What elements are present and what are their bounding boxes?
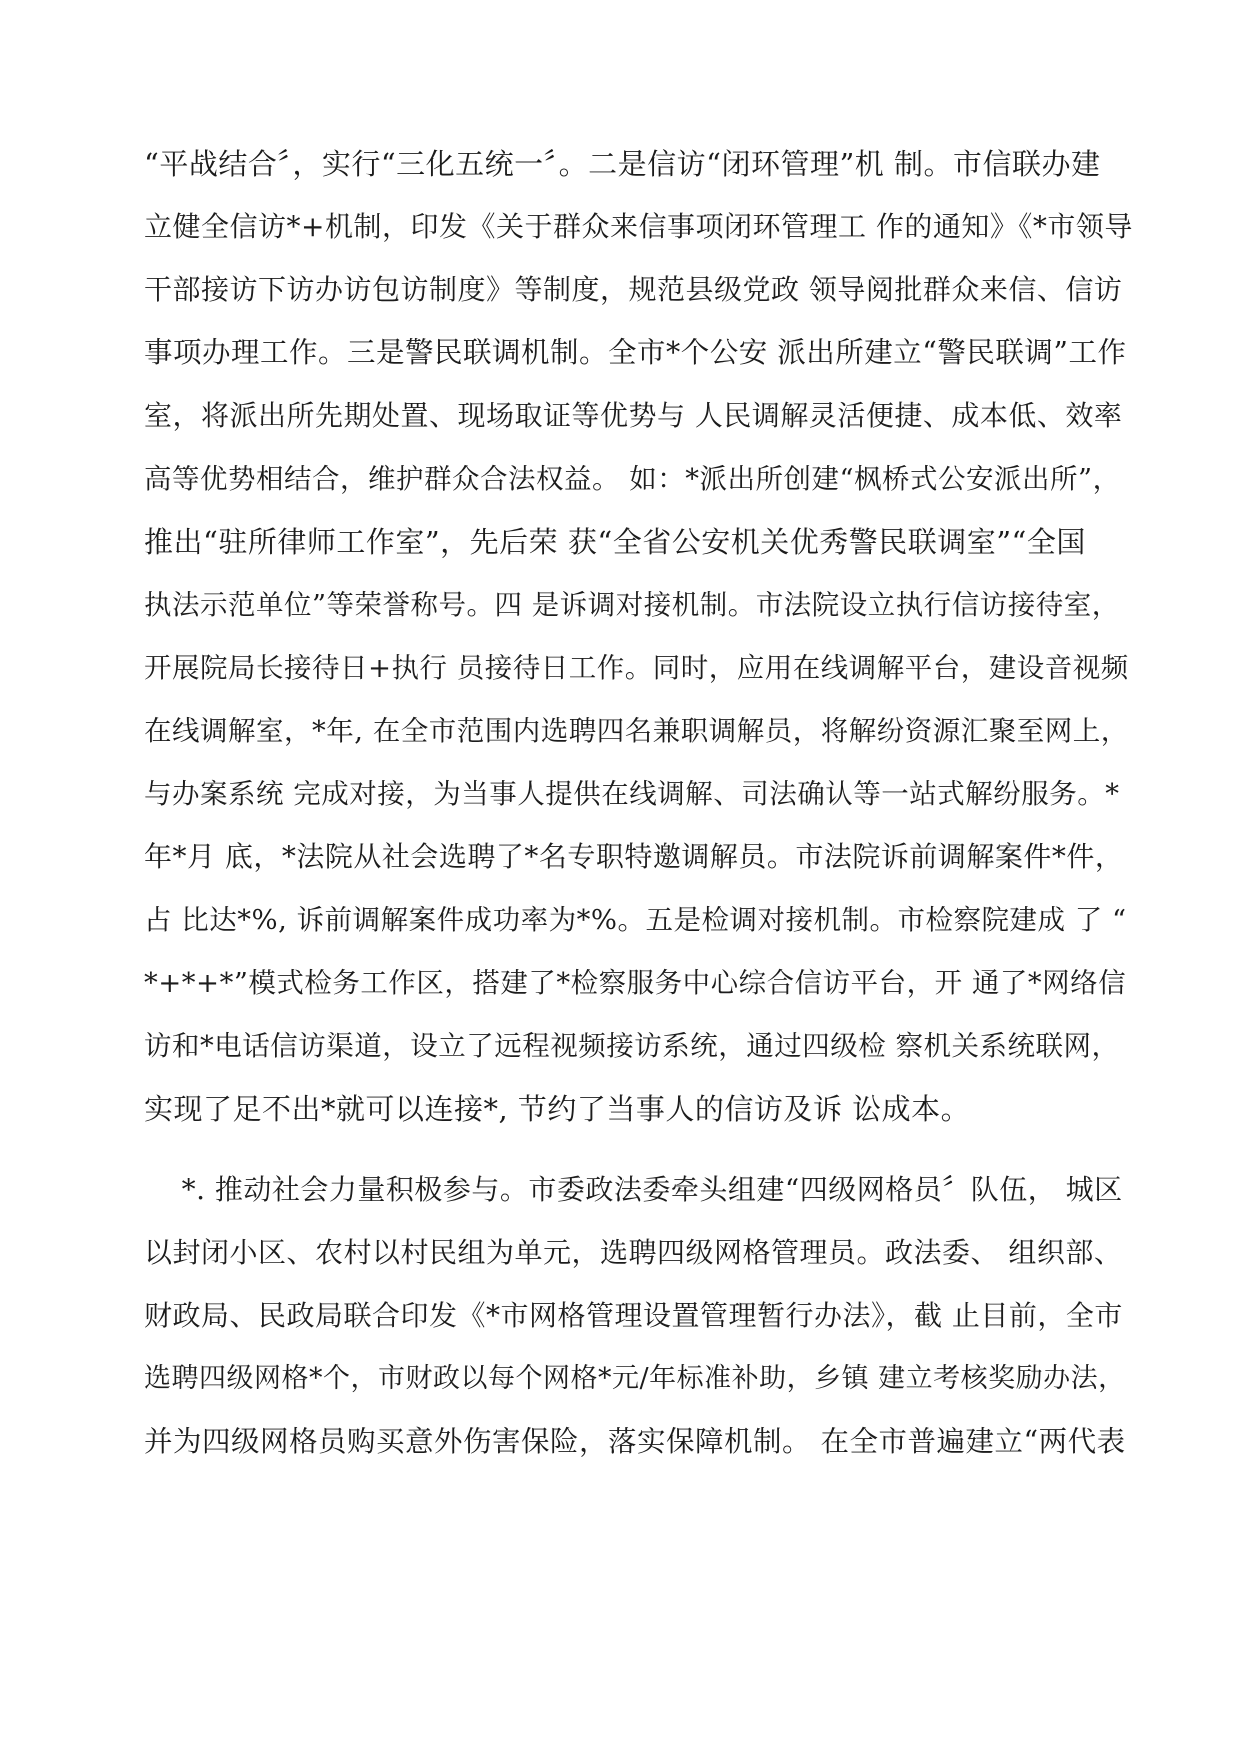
text-line: 执法示范单位”等荣誉称号。四 是诉调对接机制。市法院设立执行信访接待室， [144, 589, 1120, 621]
text-line: 并为四级网格员购买意外伤害保险，落实保障机制。 在全市普遍建立“两代表 [144, 1425, 1126, 1458]
text-line: 开展院局长接待日+执行 员接待日工作。同时，应用在线调解平台，建设音视频 [144, 652, 1129, 684]
text-line: 以封闭小区、农村以村民组为单元，选聘四级网格管理员。政法委、 组织部、 [144, 1236, 1123, 1269]
text-line: 年*月 底，*法院从社会选聘了*名专职特邀调解员。市法院诉前调解案件*件， [144, 840, 1124, 873]
text-line: 事项办理工作。三是警民联调机制。全市*个公安 派出所建立“警民联调”工作 [144, 336, 1127, 369]
text-line: 在线调解室，*年, 在全市范围内选聘四名兼职调解员，将解纷资源汇聚至网上， [144, 715, 1129, 747]
text-line: “平战结合〞，实行“三化五统一〞。二是信访“闭环管理”机 制。市信联办建 [144, 147, 1101, 181]
text-line: 占 比达*%, 诉前调解案件成功率为*%。五是检调对接机制。市检察院建成 了 “ [144, 904, 1127, 936]
text-line: 干部接访下访办访包访制度》等制度，规范县级党政 领导阅批群众来信、信访 [144, 273, 1123, 306]
text-line: *. 推动社会力量积极参与。市委政法委牵头组建“四级网格员〞队伍， 城区 [144, 1173, 1123, 1206]
text-line: 访和*电话信访渠道，设立了远程视频接访系统，通过四级检 察机关系统联网， [144, 1030, 1120, 1062]
text-line: *+*+*”模式检务工作区，搭建了*检察服务中心综合信访平台，开 通了*网络信 [144, 967, 1127, 999]
text-line: 高等优势相结合，维护群众合法权益。 如：*派出所创建“枫桥式公安派出所”， [144, 463, 1121, 495]
text-line: 财政局、民政局联合印发《*市网格管理设置管理暂行办法》，截 止目前，全市 [144, 1299, 1123, 1332]
text-line: 推出“驻所律师工作室”，先后荣 获“全省公安机关优秀警民联调室”“全国 [144, 525, 1086, 559]
text-line: 室，将派出所先期处置、现场取证等优势与 人民调解灵活便捷、成本低、效率 [144, 399, 1123, 432]
text-line: 立健全信访*+机制，印发《关于群众来信事项闭环管理工 作的通知》《*市领导 [144, 210, 1133, 243]
text-line: 选聘四级网格*个，市财政以每个网格*元/年标准补助，乡镇 建立考核奖励办法， [144, 1363, 1126, 1394]
text-line: 实现了足不出*就可以连接*, 节约了当事人的信访及诉 讼成本。 [144, 1092, 971, 1126]
text-line: 与办案系统 完成对接，为当事人提供在线调解、司法确认等一站式解纷服务。* [144, 778, 1120, 810]
